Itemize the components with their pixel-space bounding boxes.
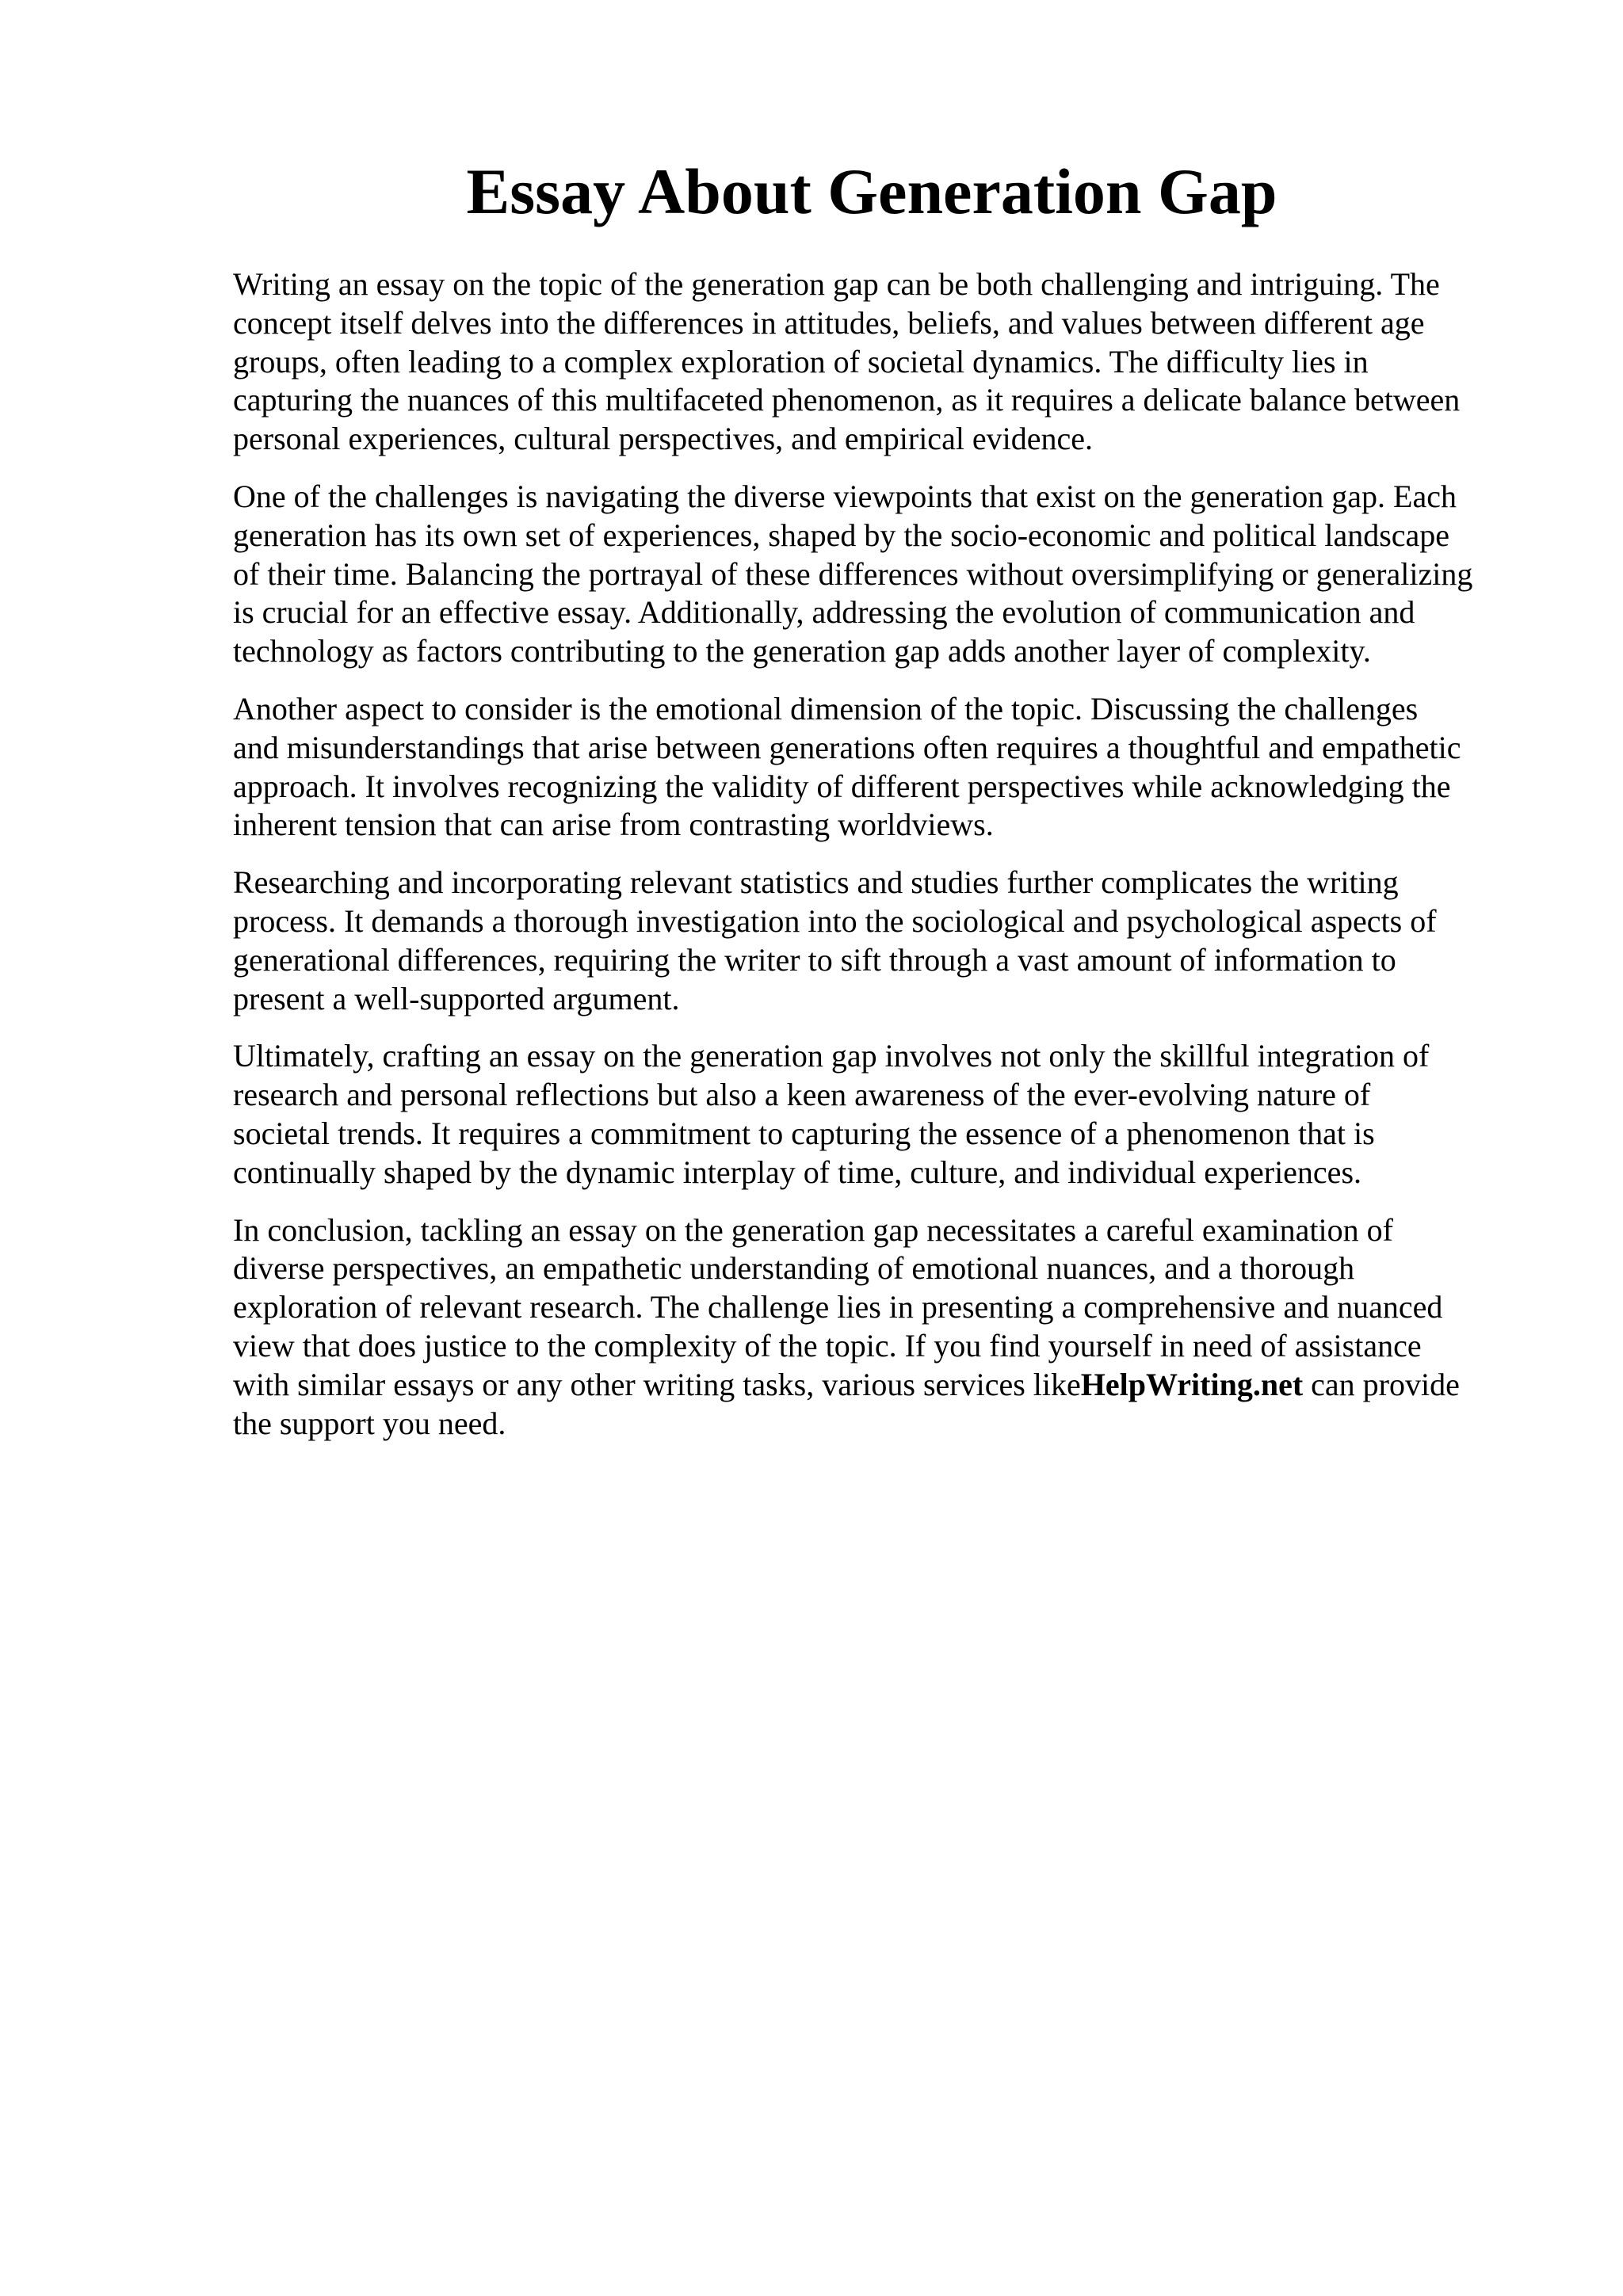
text-line: exploration of relevant research. The challenge lies in presenting a comprehensive and nuanced	[233, 1289, 1443, 1325]
text-line: societal trends. It requires a commitment to capturing the essence of a phenomenon that is	[233, 1115, 1375, 1151]
text-line: Another aspect to consider is the emotional dimension of the topic. Discussing the challenges	[233, 690, 1419, 727]
text-line: concept itself delves into the differences in attitudes, beliefs, and values between different age	[233, 304, 1425, 341]
text-line: diverse perspectives, an empathetic understanding of emotional nuances, and a thorough	[233, 1250, 1355, 1287]
paragraph-1	[233, 265, 1564, 459]
brand-line-text-after: can provide	[1303, 1366, 1460, 1402]
text-line: is crucial for an effective essay. Additionally, addressing the evolution of communication and	[233, 594, 1415, 631]
brand-name: HelpWriting.net	[1080, 1366, 1304, 1402]
text-line: In conclusion, tackling an essay on the generation gap necessitates a careful examination of	[233, 1211, 1393, 1248]
text-line: Researching and incorporating relevant statistics and studies further complicates the writing	[233, 864, 1399, 901]
text-line: generation has its own set of experiences, shaped by the socio-economic and political landscape	[233, 517, 1450, 553]
page-title: Essay About Generation Gap	[466, 155, 1277, 227]
brand-line-text: with similar essays or any other writing tasks, various services like	[233, 1366, 1081, 1402]
text-line: process. It demands a thorough investigation into the sociological and psychological aspects of	[233, 902, 1437, 939]
text-line: view that does justice to the complexity of the topic. If you find yourself in need of assistance	[233, 1327, 1422, 1363]
text-line: the support you need.	[233, 1405, 506, 1441]
text-line: One of the challenges is navigating the diverse viewpoints that exist on the generation gap. Each	[233, 478, 1457, 514]
essay-body	[233, 265, 1564, 1462]
paragraph-2	[233, 478, 1564, 671]
text-line: of their time. Balancing the portrayal of these differences without oversimplifying or generalizing	[233, 555, 1473, 592]
paragraph-3	[233, 690, 1564, 845]
text-line: and misunderstandings that arise between generations often requires a thoughtful and empathetic	[233, 729, 1461, 765]
text-line: technology as factors contributing to the generation gap adds another layer of complexity.	[233, 633, 1371, 669]
text-line-with-brand	[233, 1366, 1564, 1405]
text-line: inherent tension that can arise from contrasting worldviews.	[233, 807, 994, 843]
text-line: research and personal reflections but also a keen awareness of the ever-evolving nature of	[233, 1077, 1371, 1113]
text-line: groups, often leading to a complex exploration of societal dynamics. The difficulty lies in	[233, 343, 1369, 379]
text-line: generational differences, requiring the writer to sift through a vast amount of information to	[233, 941, 1396, 978]
text-line: present a well-supported argument.	[233, 980, 680, 1016]
paragraph-6	[233, 1211, 1564, 1444]
text-line: capturing the nuances of this multifaceted phenomenon, as it requires a delicate balance between	[233, 382, 1461, 418]
text-line: continually shaped by the dynamic interplay of time, culture, and individual experiences.	[233, 1154, 1362, 1190]
text-line: Ultimately, crafting an essay on the generation gap involves not only the skillful integration of	[233, 1038, 1430, 1074]
text-line: personal experiences, cultural perspectives, and empirical evidence.	[233, 421, 1094, 457]
text-line: approach. It involves recognizing the validity of different perspectives while acknowledging the	[233, 768, 1451, 804]
text-line: Writing an essay on the topic of the generation gap can be both challenging and intriguing. The	[233, 266, 1440, 302]
paragraph-5	[233, 1037, 1564, 1192]
paragraph-4	[233, 864, 1564, 1018]
